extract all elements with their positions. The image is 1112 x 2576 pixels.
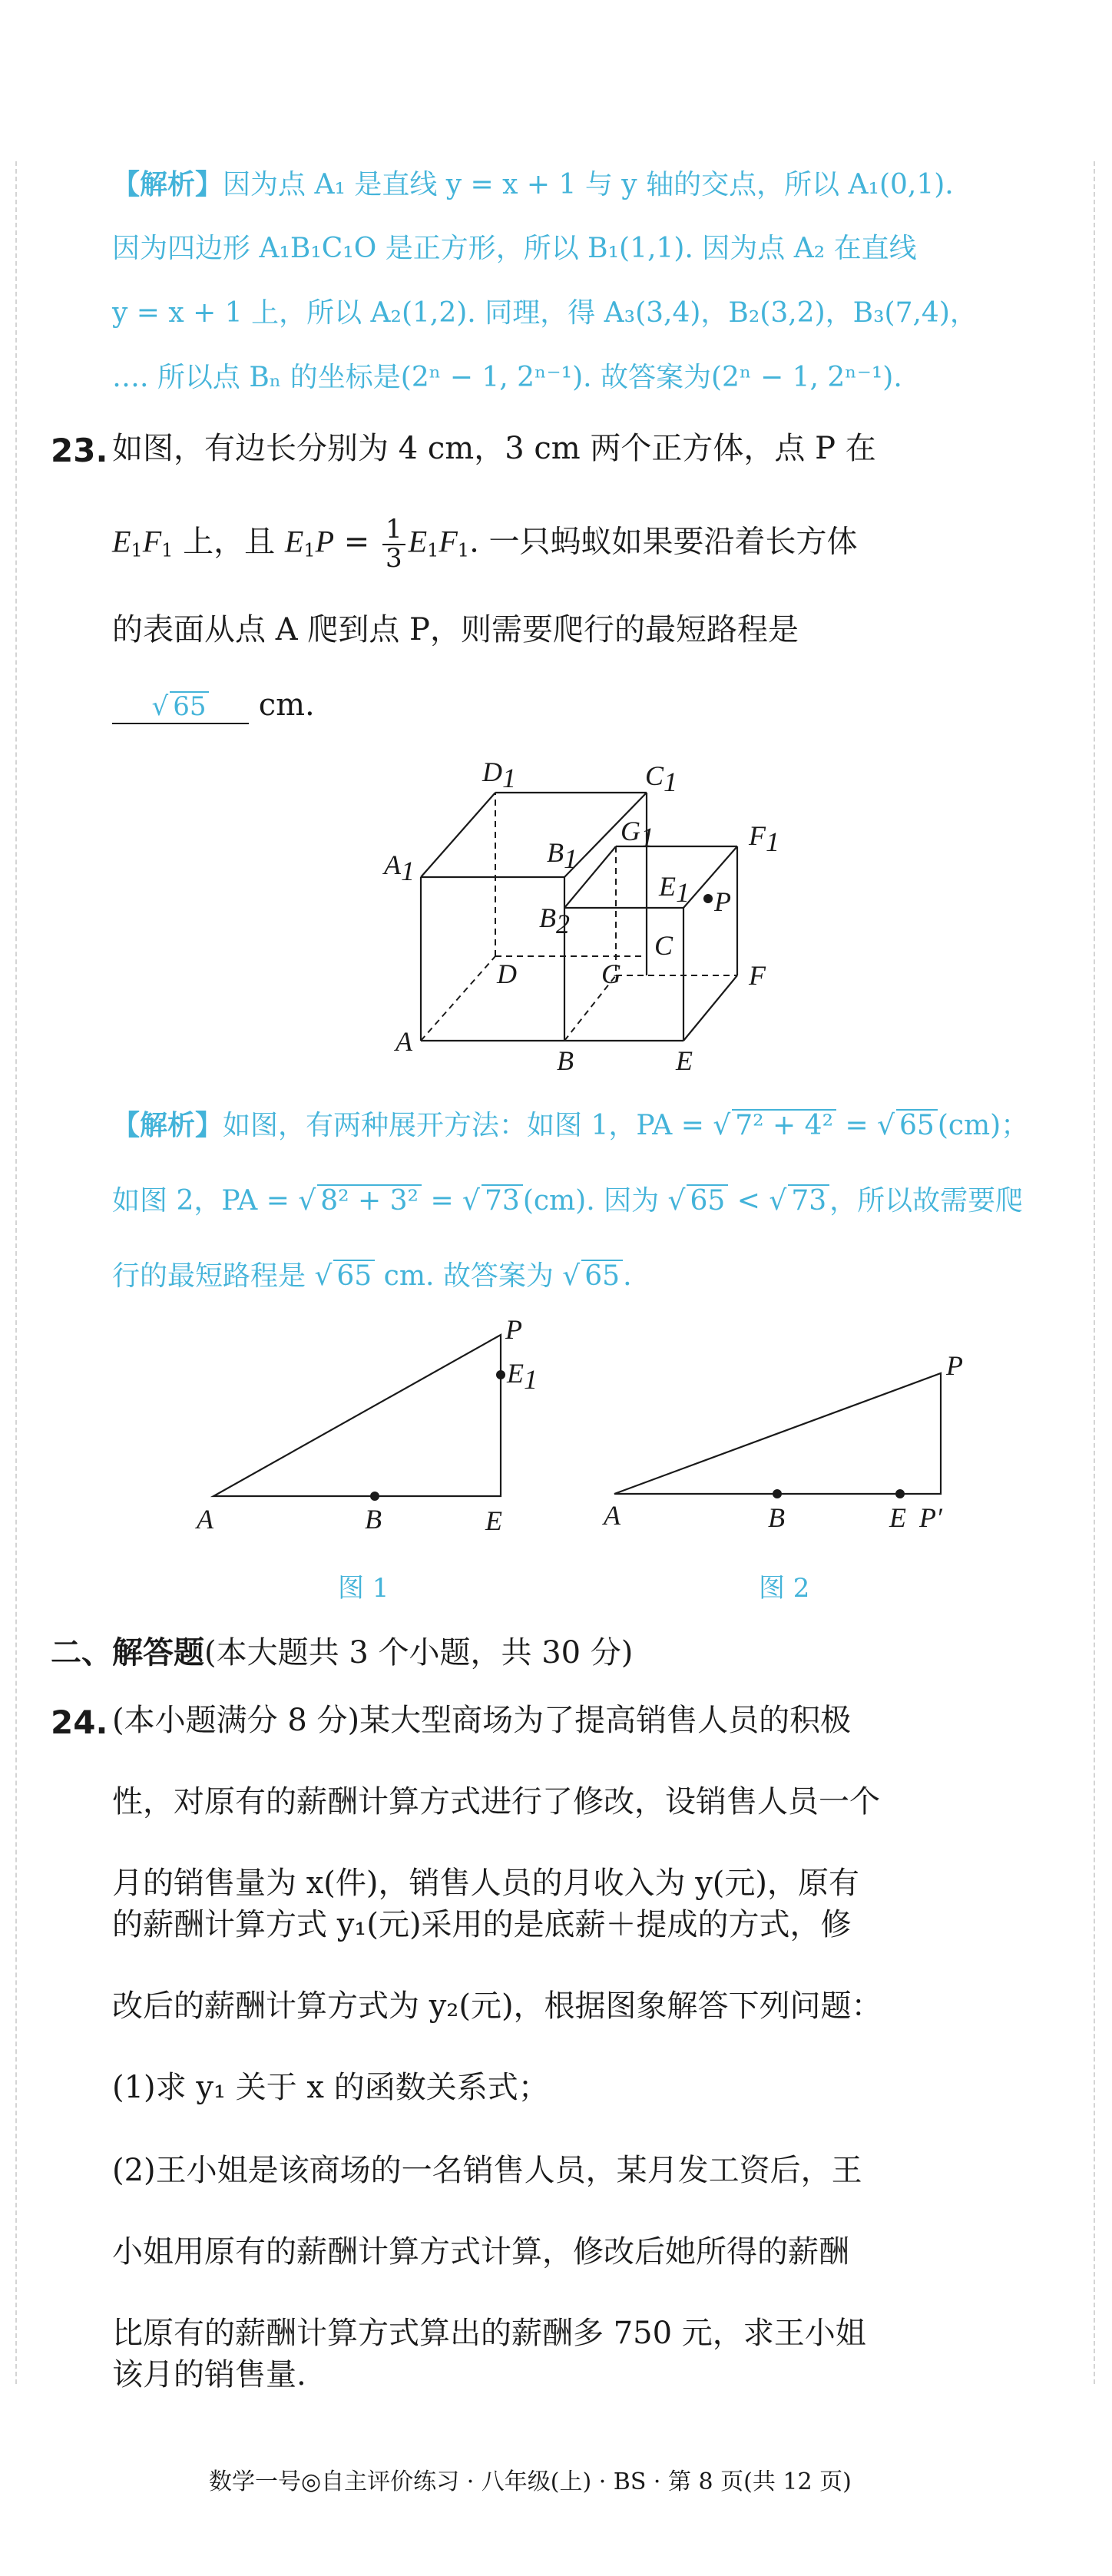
label-G1: G1	[621, 816, 654, 853]
question-23-line-1: 如图，有边长分别为 4 cm，3 cm 两个正方体，点 P 在	[112, 431, 876, 466]
solution-22-line-3: y = x + 1 上，所以 A₂(1,2). 同理，得 A₃(3,4)，B₂(3,2)，B₃(7,4)，	[112, 297, 978, 329]
solution-22-line-1: 【解析】因为点 A₁ 是直线 y = x + 1 与 y 轴的交点，所以 A₁(0,1).	[112, 168, 954, 200]
figure-1-caption: 图 1	[338, 1573, 389, 1604]
question-24-line-3: 月的销售量为 x(件)，销售人员的月收入为 y(元)，原有	[112, 1866, 860, 1901]
label-A: A	[395, 1026, 412, 1057]
left-dashed-rule	[15, 161, 17, 2384]
point-b-dot	[773, 1489, 782, 1498]
question-24-line-7: (2)王小姐是该商场的一名销售人员，某月发工资后，王	[112, 2153, 862, 2188]
question-24-number: 24.	[51, 1704, 108, 1741]
figure-2-caption: 图 2	[759, 1573, 810, 1604]
point-b-dot	[370, 1492, 379, 1501]
fig2-label-B: B	[768, 1502, 785, 1528]
point-p-dot	[703, 894, 713, 903]
question-23-line-4: √ 65 cm.	[112, 690, 315, 724]
triangle-1	[213, 1335, 501, 1496]
solution-23-line-1: 【解析】如图，有两种展开方法：如图 1，PA = √ 7² + 4² = √ 65 (cm)；	[112, 1109, 1029, 1141]
solution-23-line-3: 行的最短路程是 √ 65 cm. 故答案为 √ 65 .	[112, 1260, 632, 1292]
point-e1-dot	[496, 1370, 505, 1379]
question-24-line-1: (本小题满分 8 分)某大型商场为了提高销售人员的积极	[112, 1703, 852, 1738]
fig1-label-B: B	[365, 1504, 382, 1535]
label-G: G	[601, 959, 621, 989]
edge	[421, 793, 495, 877]
page-footer: 数学一号◎自主评价练习 · 八年级(上) · BS · 第 8 页(共 12 页)	[209, 2468, 852, 2495]
question-24-line-10: 该月的销售量.	[112, 2357, 306, 2392]
question-24-line-9: 比原有的薪酬计算方式算出的薪酬多 750 元，求王小姐	[112, 2316, 866, 2351]
question-23-line-3: 的表面从点 A 爬到点 P，则需要爬行的最短路程是	[112, 612, 799, 647]
label-B2: B2	[539, 902, 570, 939]
question-23-number: 23.	[51, 432, 108, 469]
unfolded-figure-2	[591, 1329, 991, 1528]
label-E1: E1	[659, 871, 690, 908]
fig2-label-Pprime: P′	[919, 1502, 942, 1528]
right-dashed-rule	[1094, 161, 1095, 2384]
question-24-line-5: 改后的薪酬计算方式为 y₂(元)，根据图象解答下列问题：	[112, 1988, 882, 2024]
section-2-heading: 二、解答题(本大题共 3 个小题，共 30 分)	[51, 1635, 634, 1670]
answer-blank: √ 65	[112, 691, 249, 724]
label-P: P	[714, 886, 731, 917]
label-B: B	[557, 1045, 574, 1071]
cube-figure	[376, 749, 806, 1071]
solution-22-line-4: …. 所以点 Bₙ 的坐标是(2ⁿ − 1, 2ⁿ⁻¹). 故答案为(2ⁿ − 1, 2ⁿ⁻¹).	[112, 362, 902, 393]
fig2-label-A: A	[604, 1500, 621, 1528]
point-e-dot	[895, 1489, 905, 1498]
edge	[683, 975, 737, 1041]
question-24-line-6: (1)求 y₁ 关于 x 的函数关系式；	[112, 2070, 549, 2105]
fig1-label-A: A	[197, 1504, 213, 1535]
fig1-label-E1: E1	[507, 1358, 538, 1395]
solution-23-line-2: 如图 2，PA = √ 8² + 3² = √ 73 (cm). 因为 √ 65 < √ 73 ，所以故需要爬	[112, 1185, 1024, 1217]
label-E: E	[676, 1045, 693, 1071]
label-D: D	[497, 959, 517, 989]
triangle-2	[614, 1373, 941, 1494]
label-F1: F1	[749, 820, 779, 857]
unfolded-figure-1	[177, 1306, 545, 1536]
hidden-edge	[421, 956, 495, 1041]
fig2-label-P: P	[946, 1350, 963, 1381]
label-B1: B1	[547, 837, 578, 874]
label-D1: D1	[482, 757, 516, 793]
question-23-line-2: $E_1F_1$ 上，且 $E_1P$ = $\frac{1}{3}$ $E_1F_1$. 一只蚂蚁如果要沿着长方体	[112, 514, 858, 574]
question-24-line-4: 的薪酬计算方式 y₁(元)采用的是底薪＋提成的方式，修	[112, 1907, 852, 1942]
label-C: C	[654, 930, 673, 961]
solution-22-line-2: 因为四边形 A₁B₁C₁O 是正方形，所以 B₁(1,1). 因为点 A₂ 在直线	[112, 233, 917, 264]
fig2-label-E: E	[889, 1502, 906, 1528]
label-A1: A1	[384, 849, 415, 886]
fraction-one-third: $\frac{1}{3}$	[382, 516, 405, 572]
question-24-line-2: 性，对原有的薪酬计算方式进行了修改，设销售人员一个	[112, 1784, 880, 1819]
label-F: F	[749, 960, 766, 991]
label-C1: C1	[645, 760, 678, 797]
fig1-label-E: E	[485, 1505, 502, 1536]
fig1-label-P: P	[505, 1314, 522, 1345]
question-24-line-8: 小姐用原有的薪酬计算方式计算，修改后她所得的薪酬	[112, 2234, 849, 2270]
